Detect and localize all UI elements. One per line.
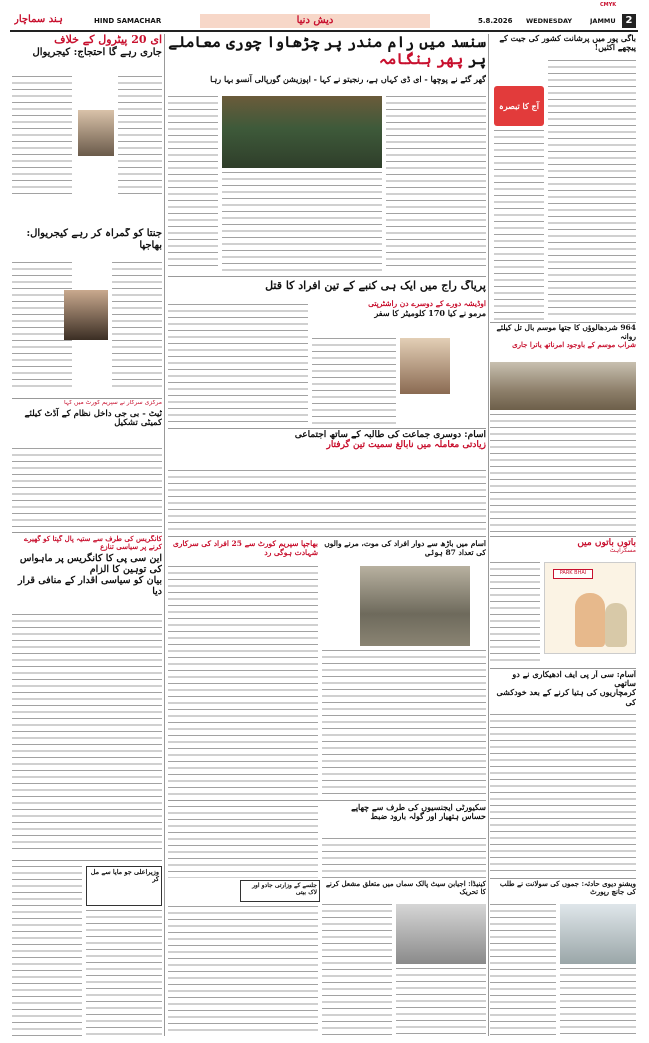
raid-block [322,803,486,835]
headline-prashant: باگی پور میں پرشانت کشور کی جیت کے پیچھے اکثیں! [499,34,636,53]
main-headline-sub: گھر گئے نے پوچھا - ای ڈی کہاں ہے، رنجیتو نے کہا - اپوزیشن گورپالی آنسو بہا رہا [210,73,486,84]
photo-vaishno [560,904,636,964]
photo-amarnath [490,362,636,410]
cartoon-sub: مسکراہٹ [609,547,636,555]
photo-flood [360,566,470,646]
kicker-supreme-court: مرکزی سرکار نے سپریم کورٹ میں کہا [63,400,162,406]
photo-canada [396,904,486,964]
cartoon [544,562,636,654]
page-number: 2 [622,14,636,28]
headline-assam-sub: زیادتی معاملہ میں نابالغ سمیت تین گرفتار [326,440,486,451]
cartoon-header [540,538,636,560]
headline-amarnath-sub: شراب موسم کے باوجود امرناتھ یاترا جاری [512,340,636,350]
main-headline-text [168,34,486,69]
badge-editorial-text: آج کا تبصرہ [499,101,539,111]
headline-murmu-sub: مرمو نے کیا 170 کلومیٹر کا سفر [374,307,486,318]
headline-murmu: اوڈیشہ دورے کے دوسرے دن راشٹرپتی [368,300,486,308]
badge-editorial [494,86,544,126]
headline-satyapal: کانگریس کی طرف سے ستیہ پال گپتا کو گھیرے کرنے پر سیاسی تنازع [24,535,162,552]
amarnath-block [490,324,636,360]
main-headline-b: پھر ہنگامہ [378,50,464,69]
headline-committee: ٹیٹ - بی جی داخل نظام کے آڈٹ کیلئے کمیٹی تشکیل [24,408,162,429]
main-headline [168,34,486,94]
headline-raids: سکیورٹی ایجنسیوں کی طرف سے چھاپے [351,803,486,812]
section-title: دیش دنیا [296,15,334,26]
left-mid-block [12,400,162,445]
left-top-headline [12,34,162,74]
headline-assam: آسام: دوسری جماعت کی طالبہ کے ساتھ اجتماعی [294,430,486,440]
murmu-block [312,300,486,334]
box-left-bottom [86,866,162,906]
headline-crpf-sub: کرمچاریوں کی ہتیا کرنے کے بعد خودکشی کی [496,687,636,707]
photo-parliament [222,96,382,168]
box-center-bottom [240,880,320,902]
photo-bjp-leader [64,290,108,340]
headline-canada: کینیڈا: اجیابن سیٹ پالک سماں میں متعلق مشعل کرنے کا تحریک [325,880,486,897]
assam-block [168,430,486,466]
headline-crpf: آسام: سی آر پی ایف ادھیکاری نے دو ساتھی [512,670,636,689]
headline-e20-sub: جاری رہے گا احتجاج: کیجریوال [32,46,162,58]
crpf-block [490,670,636,710]
headline-bjp: جنتا کو گمراہ کر رہے کیجریوال: بھاجپا [26,228,162,251]
photo-kejriwal [78,110,114,156]
masthead [0,0,649,34]
cartoon-title: باتوں باتوں میں [577,538,636,548]
masthead-logo-en: HIND SAMACHAR [94,17,162,25]
masthead-city: JAMMU [590,17,616,25]
headline-e20: ای 20 پیٹرول کے خلاف [54,34,162,46]
headline-prayagraj: پریاگ راج میں ایک ہی کنبے کے تین افراد کا قتل [265,280,486,292]
box-center-title: جلسے کے وزارتی جادو اور لاک بیتی [252,882,317,896]
photo-murmu [400,338,450,394]
cmyk-mark: CMYK [600,2,617,8]
masthead-logo: ہند سماچار [14,14,63,25]
main-headline-a: سنسد میں رام مندر پر چڑھاوا چوری معاملے پر [168,34,486,69]
section-banner [200,14,430,28]
box-left-title: وزیراعلی جو مایا سے مل کر [90,868,159,884]
masthead-weekday: WEDNESDAY [526,17,573,25]
headline-ncp: این سی پی کا کانگریس پر ماہواس کی توہین کا الزام [19,553,162,576]
left-lower-block [12,535,162,610]
headline-25-persons: بھاجپا سپریم کورٹ سے 25 افراد کی سرکاری شہادت ہوگی رد [172,540,318,557]
masthead-date: 5.8.2026 [478,17,513,25]
cartoon-sign: PARK BHAI [553,569,593,579]
headline-raids-sub: حساس ہتھیار اور گولہ بارود ضبط [370,811,486,822]
headline-ncp-sub: بیان کو سیاسی اقدار کے منافی قرار دیا [17,574,162,597]
headline-assam-flood: آسام میں باڑھ سے دوار افراد کی موت، مرنے والوں کی تعداد 87 ہوئی [324,540,486,557]
headline-vaishno: ویشنو دیوی حادثہ: جموں کی سولانت نے طلب کی جانچ رپورٹ [499,880,636,897]
headline-amarnath: 964 شردھالوؤں کا جتھا موسم بال تل کیلئے روانہ [496,324,636,341]
